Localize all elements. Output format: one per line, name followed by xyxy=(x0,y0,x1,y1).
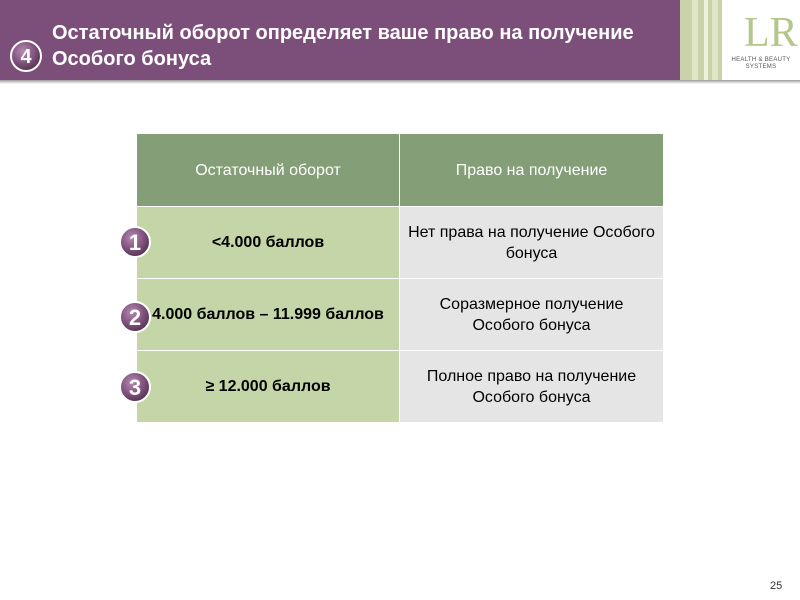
logo-tagline-line1: HEALTH & BEAUTY xyxy=(731,57,791,63)
decorative-stripes xyxy=(680,0,722,80)
section-number-badge xyxy=(10,40,42,72)
svg-text:3: 3 xyxy=(128,375,142,400)
logo-tagline-line2: SYSTEMS xyxy=(745,64,777,70)
header-shadow xyxy=(0,80,800,84)
table-row xyxy=(137,207,664,279)
table-header-entitlement: Право на получение xyxy=(400,134,664,207)
entitlement-cell: Нет права на получение Особого бонуса xyxy=(400,207,664,279)
page-title: Остаточный оборот определяет ваше право на получение Особого бонуса xyxy=(52,22,634,70)
entitlement-cell: Соразмерное получение Особого бонуса xyxy=(400,279,664,351)
entitlement-cell: Полное право на получение Особого бонуса xyxy=(400,351,664,423)
svg-text:2: 2 xyxy=(128,305,142,330)
page-number: 25 xyxy=(770,580,783,592)
lr-logo-icon xyxy=(742,10,798,56)
table-row xyxy=(137,351,664,423)
turnover-cell: 4.000 баллов – 11.999 баллов xyxy=(137,279,400,351)
svg-text:LR: LR xyxy=(744,10,798,56)
logo-tagline xyxy=(722,57,800,71)
svg-text:1: 1 xyxy=(128,230,142,255)
table-row xyxy=(137,279,664,351)
row-number-badge-3 xyxy=(118,370,152,404)
table-header-turnover: Остаточный оборот xyxy=(137,134,400,207)
table-header-row xyxy=(137,134,664,207)
row-number-badge-1 xyxy=(118,225,152,259)
turnover-cell: ≥ 12.000 баллов xyxy=(137,351,400,423)
svg-text:4: 4 xyxy=(20,46,32,68)
bonus-table xyxy=(136,133,664,423)
turnover-cell: <4.000 баллов xyxy=(137,207,400,279)
row-number-badge-2 xyxy=(118,300,152,334)
